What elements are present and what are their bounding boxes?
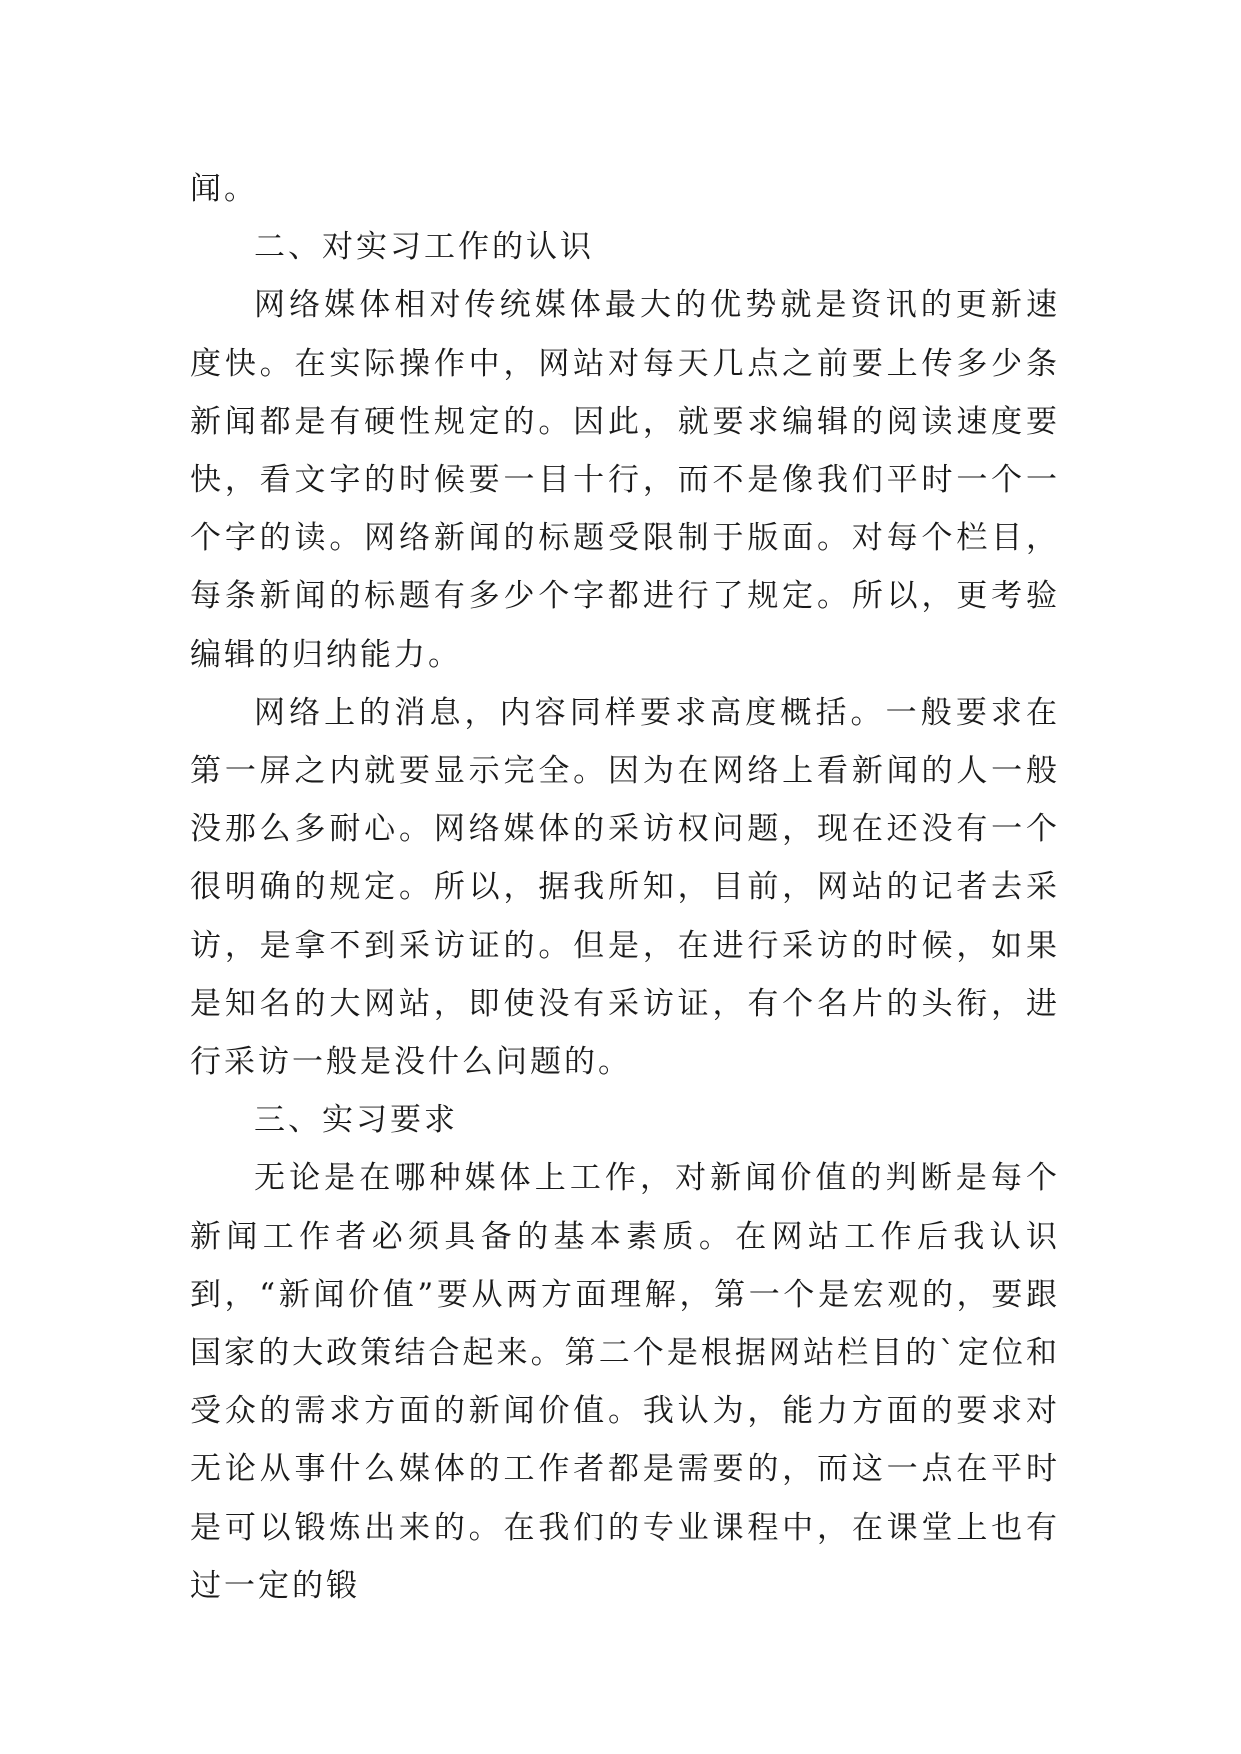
paragraph-media-speed: 网络媒体相对传统媒体最大的优势就是资讯的更新速度快。在实际操作中，网站对每天几点之前要上传多少条新闻都是有硬性规定的。因此，就要求编辑的阅读速度要快，看文字的时候要一目十行，而不是像我们平时一个一个字的读。网络新闻的标题受限制于版面。对每个栏目，每条新闻的标题有多少个字都进行了规定。所以，更考验编辑的归纳能力。 <box>190 287 1060 673</box>
paragraph-continuation: 闻。 <box>190 171 258 207</box>
paragraph-news-value: 无论是在哪种媒体上工作，对新闻价值的判断是每个新闻工作者必须具备的基本素质。在网站工作后我认识到，“新闻价值”要从两方面理解，第一个是宏观的，要跟国家的大政策结合起来。第二个是根据网站栏目的`定位和受众的需求方面的新闻价值。我认为，能力方面的要求对无论从事什么媒体的工作者都是需要的，而这一点在平时是可以锻炼出来的。在我们的专业课程中，在课堂上也有过一定的锻 <box>190 1160 1060 1604</box>
paragraph-network-news: 网络上的消息，内容同样要求高度概括。一般要求在第一屏之内就要显示完全。因为在网络上看新闻的人一般没那么多耐心。网络媒体的采访权问题，现在还没有一个很明确的规定。所以，据我所知，目前，网站的记者去采访，是拿不到采访证的。但是，在进行采访的时候，如果是知名的大网站，即使没有采访证，有个名片的头衔，进行采访一般是没什么问题的。 <box>190 694 1060 1081</box>
section-heading-3: 三、实习要求 <box>254 1102 458 1139</box>
document-body <box>190 160 1060 1615</box>
section-heading-2: 二、对实习工作的认识 <box>254 229 594 266</box>
